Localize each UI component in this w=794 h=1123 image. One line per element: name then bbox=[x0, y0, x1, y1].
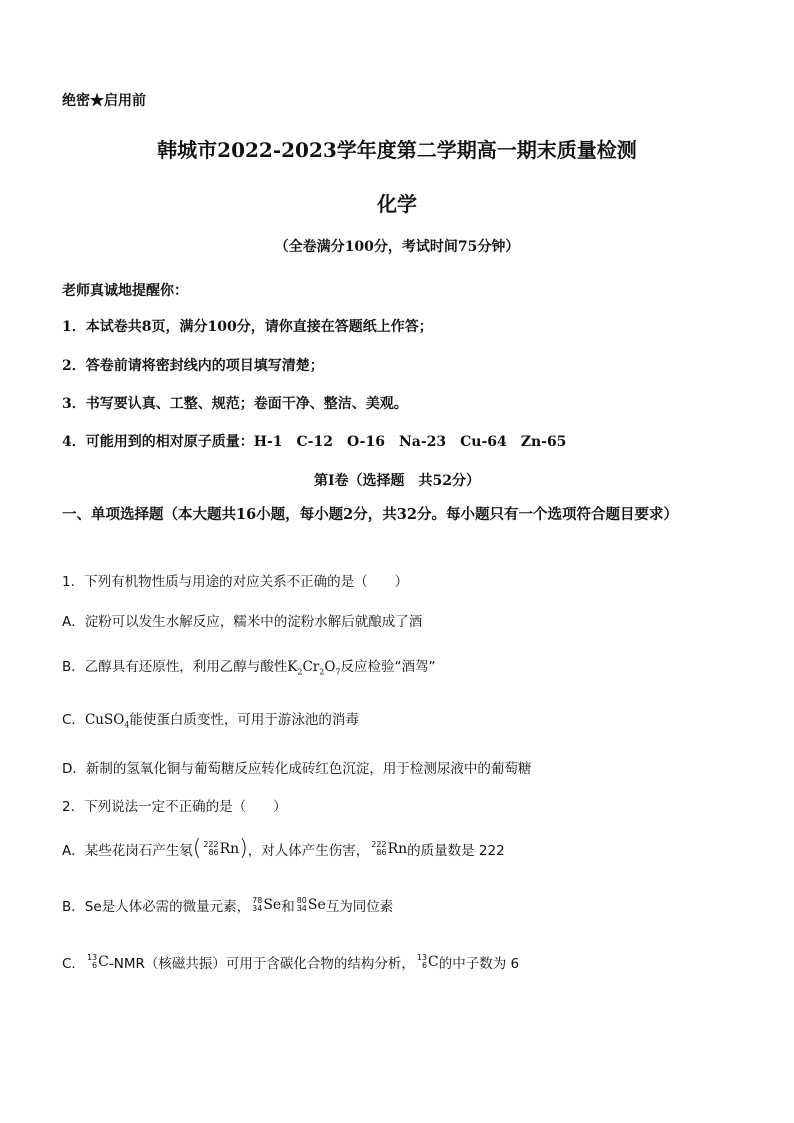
formula-cuso4: CuSO$_4$ bbox=[84, 712, 130, 730]
secret-label: 绝密★启用前 bbox=[62, 93, 146, 109]
isotope-rn-222: 222 86 bbox=[371, 840, 387, 857]
isotope-se-78: 78 34 bbox=[252, 896, 263, 913]
reminder-item: 2．答卷前请将密封线内的项目填写清楚； bbox=[62, 358, 324, 374]
reminder-item: 3．书写要认真、工整、规范；卷面干净、整洁、美观。 bbox=[62, 396, 408, 412]
isotope-se-80: 80 34 bbox=[296, 896, 307, 913]
question-1-option-b: B．乙醇具有还原性，利用乙醇与酸性$K_2Cr_2O_7$反应检验“酒驾” bbox=[62, 659, 436, 677]
reminder-heading: 老师真诚地提醒你： bbox=[62, 283, 188, 299]
reminder-item: 1．本试卷共8页，满分100分，请你直接在答题纸上作答； bbox=[62, 319, 433, 335]
question-2-option-a: A．某些花岗石产生氡 ( 222 86 Rn ) ，对人体产生伤害， 222 86 Rn 的质量数是 222 bbox=[62, 836, 505, 861]
question-1-option-d: D．新制的氢氧化铜与葡萄糖反应转化成砖红色沉淀，用于检测尿液中的葡萄糖 bbox=[62, 761, 532, 777]
question-2-option-b: B．Se是人体必需的微量元素， 78 34 Se 和 80 34 Se 互为同位素 bbox=[62, 896, 394, 915]
question-1-option-c: C．CuSO$_4$能使蛋白质变性，可用于游泳池的消毒 bbox=[62, 712, 359, 730]
question-1-option-a: A．淀粉可以发生水解反应，糯米中的淀粉水解后就酿成了酒 bbox=[62, 614, 423, 630]
question-2-option-c: C． 13 6 C -NMR（核磁共振）可用于含碳化合物的结构分析， 13 6 C 的中子数为 6 bbox=[62, 953, 520, 972]
exam-note: （全卷满分100分，考试时间75分钟） bbox=[274, 239, 520, 255]
reminder-item: 4．可能用到的相对原子质量：H-1 C-12 O-16 Na-23 Cu-64 Zn-65 bbox=[62, 434, 567, 450]
section-heading: 第Ⅰ卷（选择题 共52分） bbox=[313, 473, 481, 489]
isotope-c-13: 13 6 bbox=[86, 953, 98, 970]
formula-k2cr2o7: $K_2Cr_2O_7$ bbox=[287, 659, 341, 677]
subject-title: 化学 bbox=[377, 192, 417, 216]
question-1-stem: 1．下列有机物性质与用途的对应关系不正确的是（ ） bbox=[62, 574, 409, 590]
section-instruction: 一、单项选择题（本大题共16小题，每小题2分，共32分。每小题只有一个选项符合题目要求） bbox=[62, 506, 678, 523]
isotope-c-13: 13 6 bbox=[416, 953, 428, 970]
exam-title: 韩城市2022-2023学年度第二学期高一期末质量检测 bbox=[157, 138, 637, 162]
question-2-stem: 2．下列说法一定不正确的是（ ） bbox=[62, 799, 287, 815]
isotope-rn-222: 222 86 bbox=[203, 840, 219, 857]
